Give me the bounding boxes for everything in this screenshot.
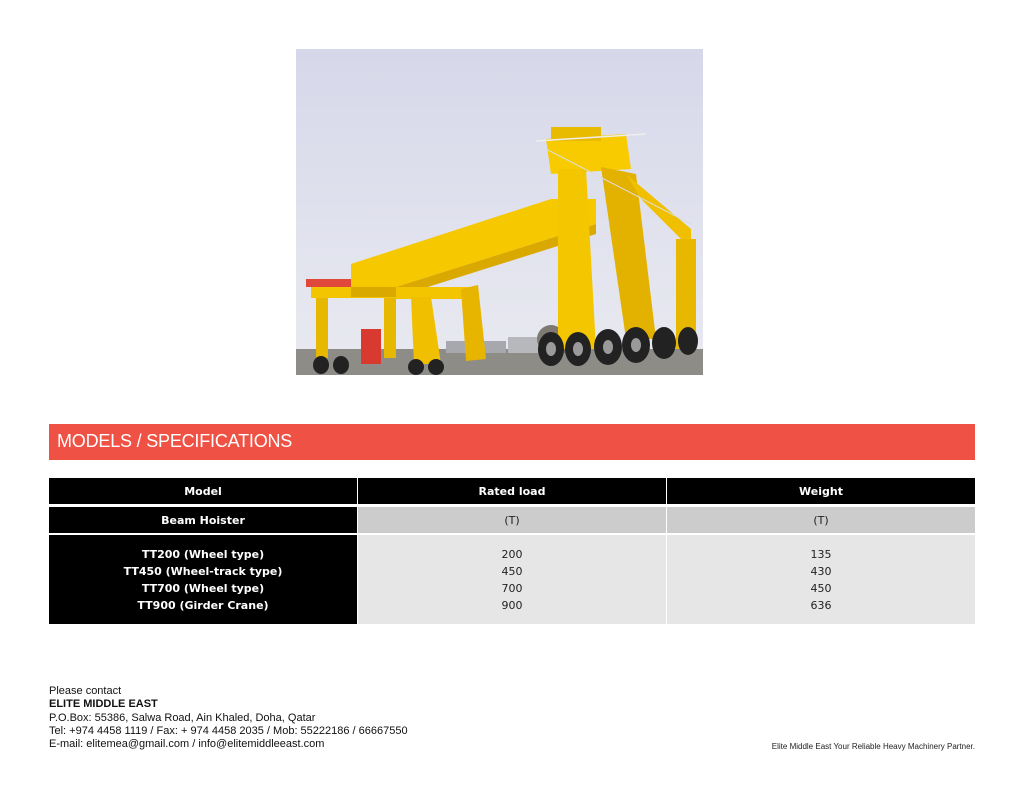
weight-value: 135	[810, 547, 832, 561]
weight-value: 450	[810, 581, 832, 595]
contact-phones: Tel: +974 4458 1119 / Fax: + 974 4458 2035 / Mob: 55222186 / 66667550	[49, 725, 408, 737]
company-name: ELITE MIDDLE EAST	[49, 698, 158, 710]
rated-load-list	[357, 535, 666, 624]
header-weight: Weight	[666, 478, 975, 504]
rated-load-value: 450	[501, 564, 523, 578]
company-tagline: Elite Middle East Your Reliable Heavy Machinery Partner.	[771, 742, 975, 751]
weight-value: 636	[810, 598, 832, 612]
model-name: TT450 (Wheel-track type)	[123, 564, 283, 578]
contact-address: P.O.Box: 55386, Salwa Road, Ain Khaled, Doha, Qatar	[49, 712, 316, 724]
model-name: TT200 (Wheel type)	[141, 547, 265, 561]
specifications-table	[49, 478, 975, 624]
weight-unit: (T)	[666, 507, 975, 533]
product-photo	[296, 49, 703, 375]
table-header-row	[49, 478, 975, 504]
table-subheader-row	[49, 507, 975, 533]
header-model: Model	[49, 478, 357, 504]
model-list	[49, 535, 357, 624]
section-title: MODELS / SPECIFICATIONS	[57, 431, 293, 451]
model-name: TT900 (Girder Crane)	[137, 598, 269, 612]
weight-value: 430	[810, 564, 832, 578]
contact-intro: Please contact	[49, 685, 122, 697]
section-banner	[49, 424, 975, 460]
category-label: Beam Hoister	[49, 507, 357, 533]
rated-load-value: 200	[501, 547, 523, 561]
contact-email[interactable]: E-mail: elitemea@gmail.com / info@elitemiddleeast.com	[49, 738, 325, 750]
header-rated-load: Rated load	[357, 478, 666, 504]
model-name: TT700 (Wheel type)	[141, 581, 265, 595]
contact-block	[49, 685, 408, 751]
rated-load-unit: (T)	[357, 507, 666, 533]
table-data-row	[49, 535, 975, 624]
rated-load-value: 700	[501, 581, 523, 595]
rated-load-value: 900	[501, 598, 523, 612]
weight-list	[666, 535, 975, 624]
